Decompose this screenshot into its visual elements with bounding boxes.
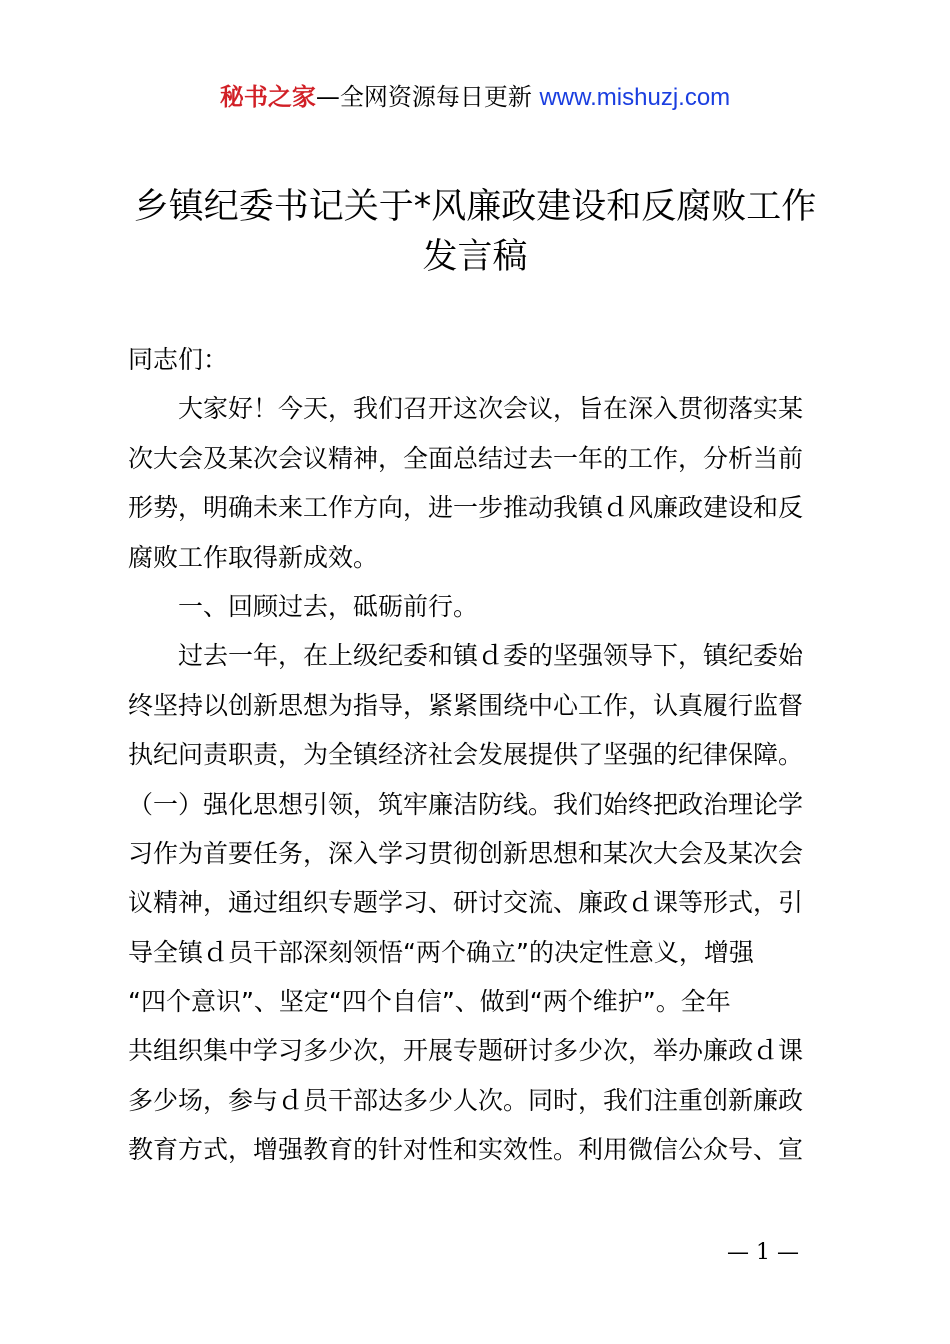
body-line: 议精神，通过组织专题学习、研讨交流、廉政ｄ课等形式，引 bbox=[128, 888, 804, 918]
page-number: — 1 — bbox=[727, 1240, 799, 1265]
body-line: 终坚持以创新思想为指导，紧紧围绕中心工作，认真履行监督 bbox=[128, 690, 804, 720]
body-line: 多少场，参与ｄ员干部达多少人次。同时，我们注重创新廉政 bbox=[128, 1085, 804, 1115]
body-line: 形势，明确未来工作方向，进一步推动我镇ｄ风廉政建设和反 bbox=[128, 493, 804, 523]
body-line: 执纪问责职责，为全镇经济社会发展提供了坚强的纪律保障。 bbox=[128, 740, 804, 770]
site-header bbox=[0, 80, 950, 115]
body-line: “四个意识”、坚定“四个自信”、做到“两个维护”。全年 bbox=[128, 987, 731, 1017]
title-line-2: 发言稿 bbox=[422, 237, 528, 277]
body-line: 导全镇ｄ员干部深刻领悟“两个确立”的决定性意义，增强 bbox=[128, 937, 754, 967]
header-tagline: —全网资源每日更新 bbox=[315, 83, 532, 111]
site-url[interactable]: www.mishuzj.com bbox=[539, 84, 731, 111]
body-line: （一）强化思想引领，筑牢廉洁防线。我们始终把政治理论学 bbox=[128, 789, 804, 819]
brand-name: 秘书之家 bbox=[219, 83, 316, 111]
body-line: 大家好！今天，我们召开这次会议，旨在深入贯彻落实某 bbox=[178, 394, 804, 424]
body-line: 次大会及某次会议精神，全面总结过去一年的工作，分析当前 bbox=[128, 443, 804, 473]
body-line: 习作为首要任务，深入学习贯彻创新思想和某次大会及某次会 bbox=[128, 838, 804, 868]
body-line: 腐败工作取得新成效。 bbox=[128, 542, 379, 572]
document-title bbox=[0, 182, 950, 282]
body-line: 共组织集中学习多少次，开展专题研讨多少次，举办廉政ｄ课 bbox=[128, 1036, 804, 1066]
section-heading: 一、回顾过去，砥砺前行。 bbox=[178, 591, 479, 621]
document-body bbox=[128, 335, 833, 1175]
body-line: 教育方式，增强教育的针对性和实效性。利用微信公众号、宣 bbox=[128, 1135, 804, 1165]
body-line: 过去一年，在上级纪委和镇ｄ委的坚强领导下，镇纪委始 bbox=[178, 641, 804, 671]
salutation: 同志们： bbox=[128, 345, 229, 374]
title-line-1: 乡镇纪委书记关于*风廉政建设和反腐败工作 bbox=[133, 187, 817, 227]
